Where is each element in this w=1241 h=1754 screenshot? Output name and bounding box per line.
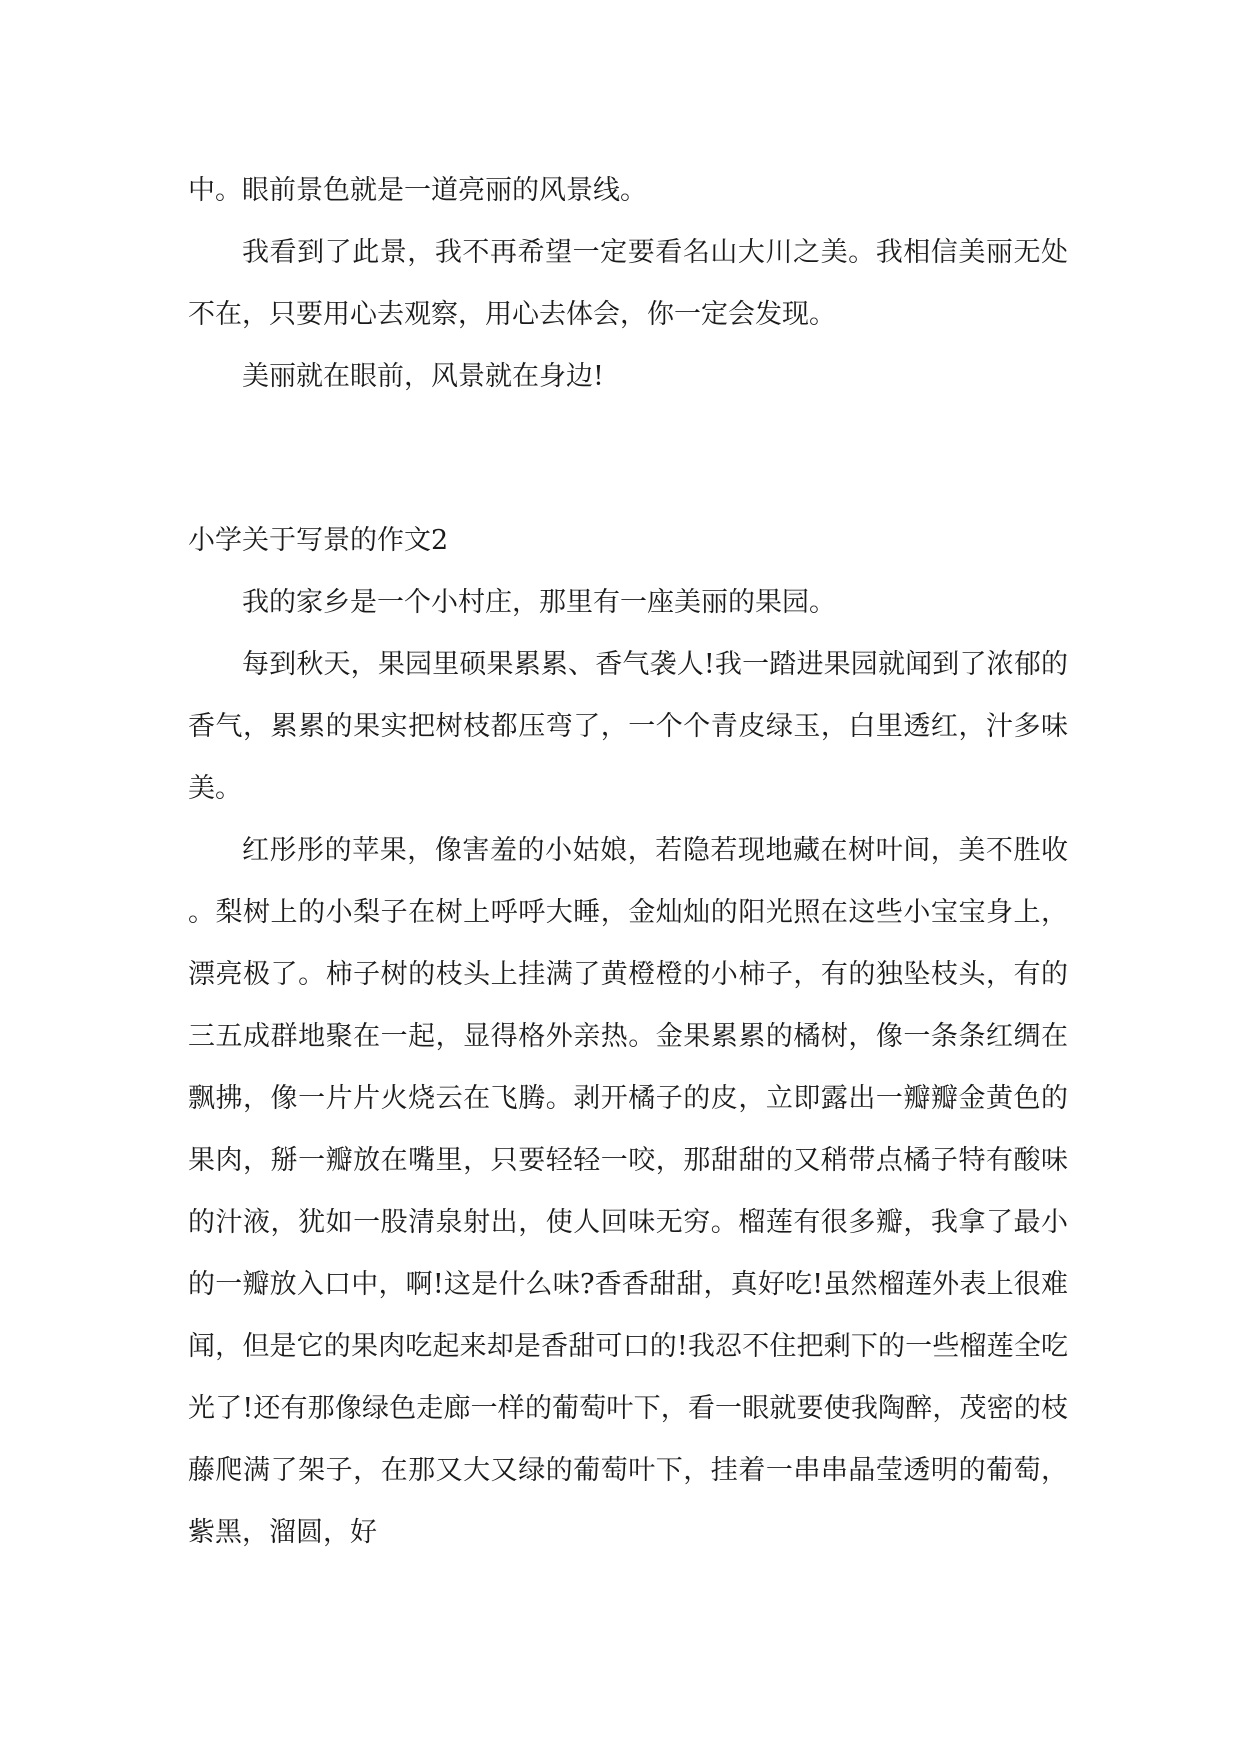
paragraph-fruits: 红彤彤的苹果，像害羞的小姑娘，若隐若现地藏在树叶间，美不胜收。梨树上的小梨子在树上呼呼大睡，金灿灿的阳光照在这些小宝宝身上，漂亮极了。柿子树的枝头上挂满了黄橙橙的小柿子，有的独坠枝头，有的三五成群地聚在一起，显得格外亲热。金果累累的橘树，像一条条红绸在飘拂，像一片片火烧云在飞腾。剥开橘子的皮，立即露出一瓣瓣金黄色的果肉，掰一瓣放在嘴里，只要轻轻一咬，那甜甜的又稍带点橘子特有酸味的汁液，犹如一股清泉射出，使人回味无穷。榴莲有很多瓣，我拿了最小的一瓣放入口中，啊!这是什么味?香香甜甜，真好吃!虽然榴莲外表上很难闻，但是它的果肉吃起来却是香甜可口的!我忍不住把剩下的一些榴莲全吃光了!还有那像绿色走廊一样的葡萄叶下，看一眼就要使我陶醉，茂密的枝藤爬满了架子，在那又大又绿的葡萄叶下，挂着一串串晶莹透明的葡萄，紫黑，溜圆，好 <box>188 835 1068 1548</box>
paragraph-closing: 美丽就在眼前，风景就在身边! <box>242 361 604 392</box>
paragraph-continuation: 中。眼前景色就是一道亮丽的风景线。 <box>188 175 647 206</box>
paragraph-reflection: 我看到了此景，我不再希望一定要看名山大川之美。我相信美丽无处不在，只要用心去观察，用心去体会，你一定会发现。 <box>188 237 1068 330</box>
document-body <box>188 160 1068 1564</box>
paragraph-autumn: 每到秋天，果园里硕果累累、香气袭人!我一踏进果园就闻到了浓郁的香气，累累的果实把树枝都压弯了，一个个青皮绿玉，白里透红，汁多味美。 <box>188 649 1068 804</box>
section-title: 小学关于写景的作文2 <box>188 525 449 556</box>
paragraph-intro: 我的家乡是一个小村庄，那里有一座美丽的果园。 <box>242 587 836 618</box>
